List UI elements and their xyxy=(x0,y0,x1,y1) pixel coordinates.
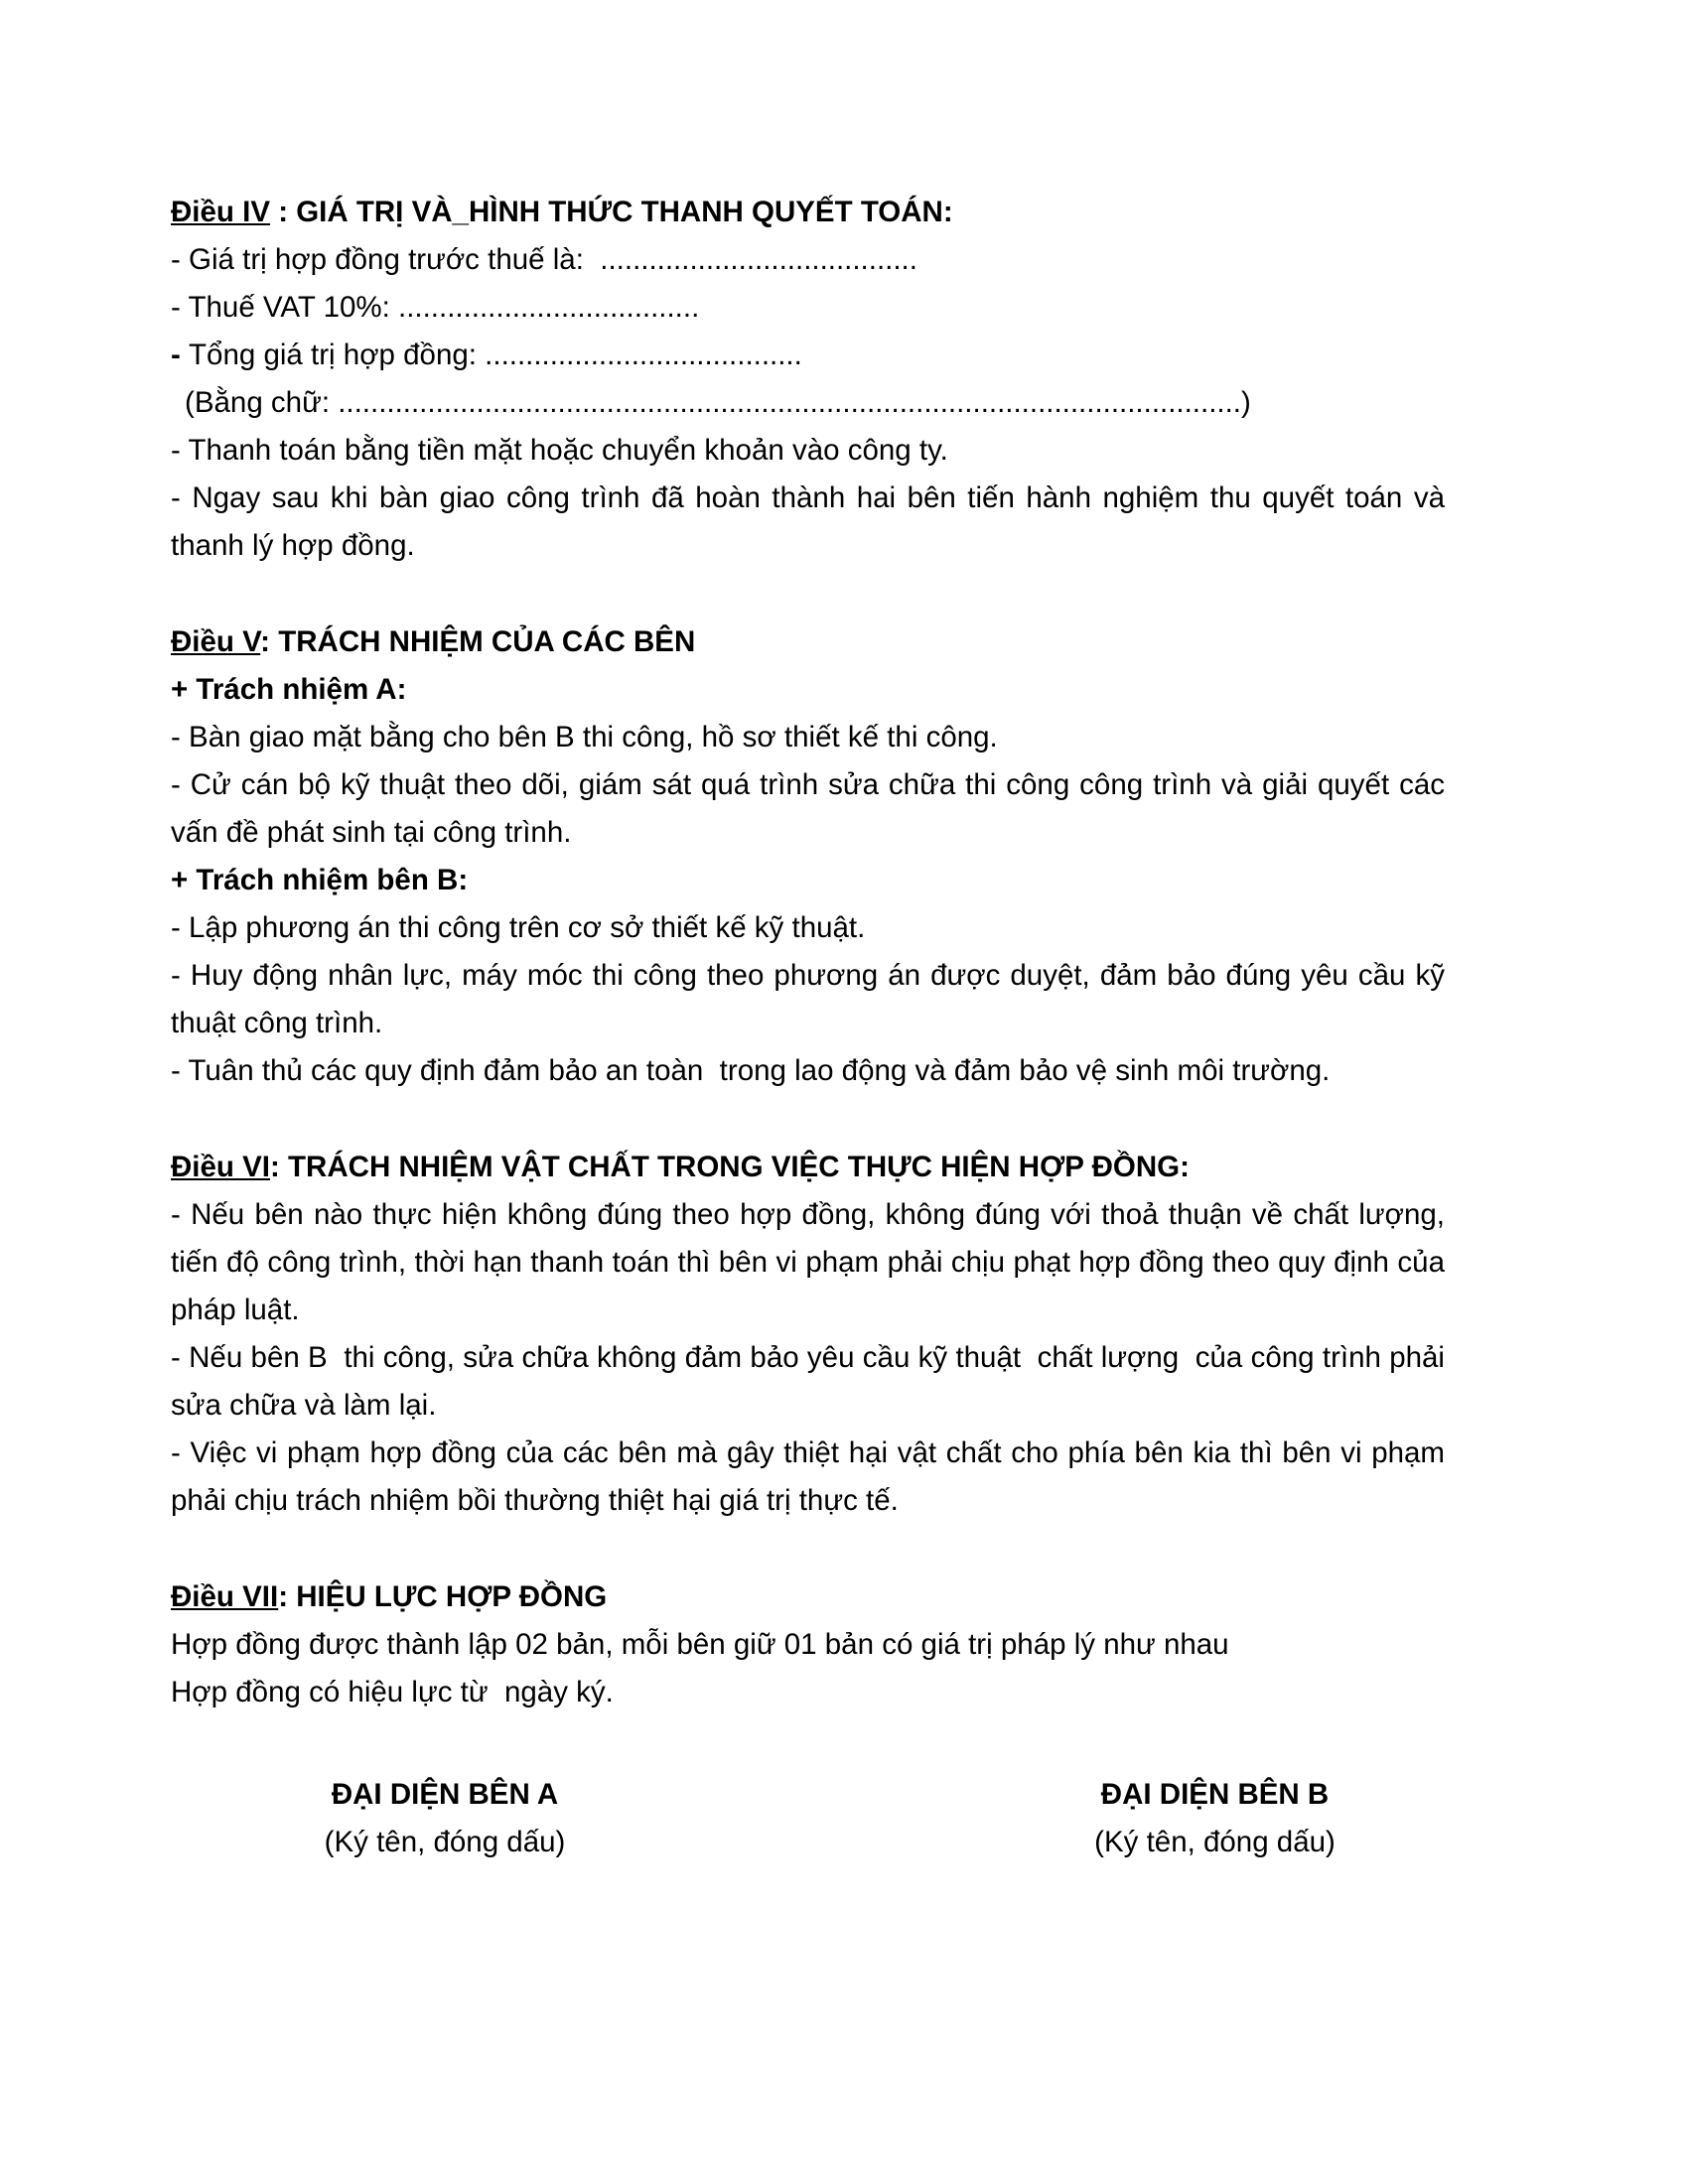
section-dieu-iv xyxy=(171,189,1454,570)
section-heading xyxy=(171,189,1445,236)
section-heading xyxy=(171,1573,1445,1621)
clause-line: - Bàn giao mặt bằng cho bên B thi công, hồ sơ thiết kế thi công. xyxy=(171,721,998,753)
clause-line: - Tuân thủ các quy định đảm bảo an toàn trong lao động và đảm bảo vệ sinh môi trường. xyxy=(171,1054,1331,1087)
clause-number: Điều IV xyxy=(171,196,270,228)
clause-line: Hợp đồng được thành lập 02 bản, mỗi bên giữ 01 bản có giá trị pháp lý như nhau xyxy=(171,1628,1229,1661)
subsection-heading-party-b: + Trách nhiệm bên B: xyxy=(171,864,469,896)
clause-line: - Việc vi phạm hợp đồng của các bên mà gây thiệt hại vật chất cho phía bên kia thì bên vi phạm phải chịu trách nhiệm bồi thường thiệt hại giá trị thực tế. xyxy=(171,1436,1454,1517)
signature-block xyxy=(171,1771,1445,1866)
section-dieu-vii xyxy=(171,1573,1445,1716)
signature-party-b xyxy=(985,1771,1445,1866)
clause-title: TRÁCH NHIỆM VẬT CHẤT TRONG VIỆC THỰC HIỆN HỢP ĐỒNG: xyxy=(288,1151,1190,1183)
section-dieu-v xyxy=(171,618,1454,1095)
clause-line: - Nếu bên B thi công, sửa chữa không đảm bảo yêu cầu kỹ thuật chất lượng của công trình phải sửa chữa và làm lại. xyxy=(171,1341,1454,1422)
section-dieu-vi xyxy=(171,1144,1454,1525)
party-a-title: ĐẠI DIỆN BÊN A xyxy=(331,1778,559,1811)
clause-line: - Ngay sau khi bàn giao công trình đã hoàn thành hai bên tiến hành nghiệm thu quyết toán và thanh lý hợp đồng. xyxy=(171,481,1454,562)
clause-line: - Nếu bên nào thực hiện không đúng theo hợp đồng, không đúng với thoả thuận về chất lượng, tiến độ công trình, thời hạn thanh toán thì bên vi phạm phải chịu phạt hợp đồng theo quy định của pháp luật. xyxy=(171,1198,1454,1326)
heading-separator: : xyxy=(270,196,297,228)
clause-line: - Huy động nhân lực, máy móc thi công theo phương án được duyệt, đảm bảo đúng yêu cầu kỹ thuật công trình. xyxy=(171,959,1454,1039)
clause-line: - Cử cán bộ kỹ thuật theo dõi, giám sát quá trình sửa chữa thi công công trình và giải quyết các vấn đề phát sinh tại công trình. xyxy=(171,768,1454,849)
clause-number: Điều VII xyxy=(171,1580,279,1613)
clause-title: GIÁ TRỊ VÀ_HÌNH THỨC THANH QUYẾT TOÁN: xyxy=(296,196,953,228)
clause-title: TRÁCH NHIỆM CỦA CÁC BÊN xyxy=(278,625,696,658)
clause-number: Điều V xyxy=(171,625,261,658)
clause-line: - Lập phương án thi công trên cơ sở thiết kế kỹ thuật. xyxy=(171,911,866,944)
heading-separator: : xyxy=(278,1580,297,1613)
clause-line: - Thanh toán bằng tiền mặt hoặc chuyển khoản vào công ty. xyxy=(171,434,948,467)
subsection-heading-party-a: + Trách nhiệm A: xyxy=(171,673,407,706)
clause-line xyxy=(171,332,1445,379)
section-heading xyxy=(171,1144,1445,1191)
party-a-sign-note: (Ký tên, đóng dấu) xyxy=(324,1826,566,1858)
clause-line-text: Tổng giá trị hợp đồng: ....................................... xyxy=(189,339,802,371)
clause-number: Điều VI xyxy=(171,1151,270,1183)
bold-dash: - xyxy=(171,339,190,371)
clause-line: - Thuế VAT 10%: ..................................... xyxy=(171,291,700,324)
heading-separator: : xyxy=(270,1151,289,1183)
clause-line-amount-in-words: (Bằng chữ: ...............................................................................................................) xyxy=(185,386,1251,419)
signature-party-a xyxy=(171,1771,719,1866)
clause-line: - Giá trị hợp đồng trước thuế là: ....................................... xyxy=(171,243,917,276)
clause-line: Hợp đồng có hiệu lực từ ngày ký. xyxy=(171,1676,614,1708)
party-b-sign-note: (Ký tên, đóng dấu) xyxy=(1094,1826,1336,1858)
section-heading xyxy=(171,618,1445,666)
clause-title: HIỆU LỰC HỢP ĐỒNG xyxy=(296,1580,608,1613)
party-b-title: ĐẠI DIỆN BÊN B xyxy=(1100,1778,1330,1811)
heading-separator: : xyxy=(260,625,279,658)
